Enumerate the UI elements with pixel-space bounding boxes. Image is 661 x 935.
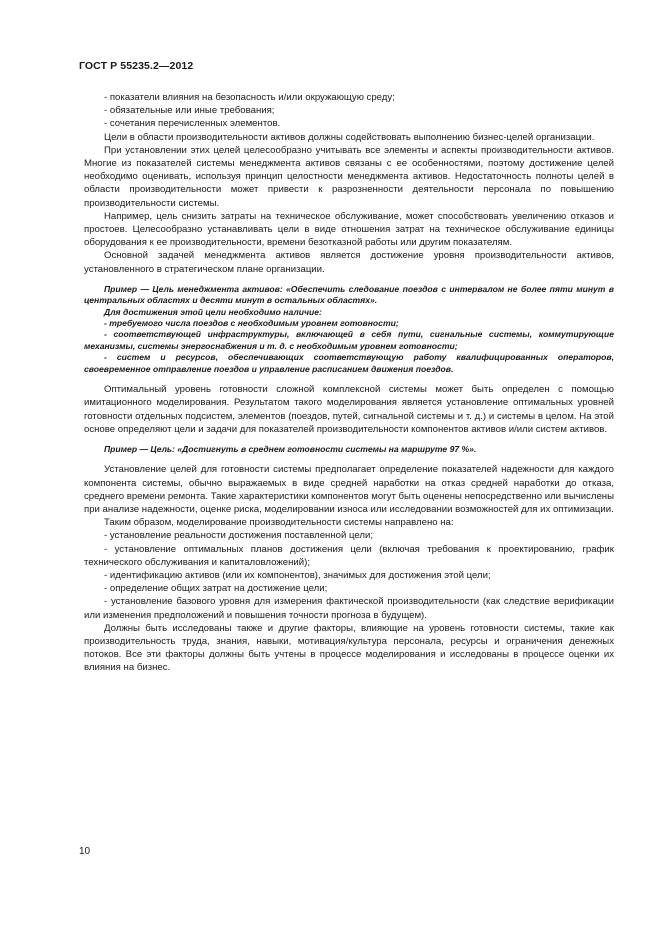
example1-paragraph: - соответствующей инфраструктуры, включающей в себя пути, сигнальные системы, коммутирующие механизмы, системы энергоснабжения и т. д. с необходимым уровнем готовности;: [84, 329, 614, 351]
example1-paragraph: Для достижения этой цели необходимо наличие:: [104, 306, 322, 317]
example1-paragraph: Пример — Цель менеджмента активов: «Обеспечить следование поездов с интервалом не более пяти минут в центральных областях и десяти минут в остальных областях».: [84, 283, 614, 306]
block3-paragraph: Должны быть исследованы также и другие факторы, влияющие на уровень готовности системы, такие как производительность труда, знания, навыки, мотивация/культура персонала, ресурсы и ограничения денежных потоков. Все эти факторы должны быть учтены в процессе моделирования и исследованы в процессе оценки их влияния на бизнес.: [84, 622, 614, 674]
document-header: ГОСТ Р 55235.2—2012: [79, 60, 194, 72]
block1-paragraph: - сочетания перечисленных элементов.: [104, 118, 281, 130]
block3-paragraph: - установление реальности достижения поставленной цели;: [104, 530, 374, 542]
block2-paragraph: Оптимальный уровень готовности сложной комплексной системы может быть определен с помощью имитационного моделирования. Результатом такого моделирования является установление оптимальных уровней готовности отдельных подсистем, элементов (поездов, путей, сигнальной системы и т. д.) и системы в целом. На этой основе определяют цели и задачи для показателей производительности компонентов активов и/или систем активов.: [84, 384, 614, 435]
example1-paragraph: - требуемого числа поездов с необходимым уровнем готовности;: [104, 318, 399, 329]
text-block-3: [84, 463, 614, 674]
text-block-2: [84, 383, 614, 436]
block3-paragraph: Установление целей для готовности системы предполагает определение показателей надежности для каждого компонента системы, обычно выражаемых в виде средней наработки на отказ средней наработки до отказа, среднего времени ремонта. Такие характеристики компонентов могут быть оценены непосредственно или вычислены при анализе надежности, оценке риска, моделировании износа или исследовании возможностей для их оптимизации.: [84, 464, 614, 515]
block1-paragraph: Цели в области производительности активов должны содействовать выполнению бизнес-целей организации.: [104, 131, 595, 143]
block3-paragraph: - идентификацию активов (или их компонентов), значимых для достижения этой цели;: [104, 569, 491, 581]
example2-paragraph: Пример — Цель: «Достигнуть в среднем готовности системы на маршруте 97 %».: [104, 443, 477, 454]
example-block-2: [84, 444, 614, 455]
block1-paragraph: - показатели влияния на безопасность и/или окружающую среду;: [104, 92, 395, 103]
example-block-1: [84, 284, 614, 375]
page-number: 10: [79, 846, 91, 857]
block1-paragraph: Например, цель снизить затраты на техническое обслуживание, может способствовать увеличению отказов и простоев. Целесообразно устанавливать цели в виде отношения затрат на техническое обслуживание единицы оборудования к ее производительности, времени безотказной работы или другим показателям.: [84, 210, 614, 249]
block1-paragraph: При установлении этих целей целесообразно учитывать все элементы и аспекты производительности активов. Многие из показателей системы менеджмента активов связаны с ее особенностями, поэтому достижение целей необходимо оценивать, используя принцип целостности менеджмента активов. Недостаточность полноты целей в области производительности может привести к разрозненности деятельности персонала по повышению производительности системы.: [84, 144, 614, 209]
block1-paragraph: Основной задачей менеджмента активов является достижение уровня производительности активов, установленного в стратегическом плане организации.: [84, 250, 614, 275]
block3-paragraph: - определение общих затрат на достижение цели;: [104, 583, 328, 595]
block3-paragraph: - установление оптимальных планов достижения цели (включая требования к проектированию, график технического обслуживания и капиталовложений);: [84, 543, 614, 568]
document-body: [84, 91, 614, 675]
block3-paragraph: Таким образом, моделирование производительности системы направлено на:: [104, 517, 454, 529]
block3-paragraph: - установление базового уровня для измерения фактической производительности (как следствие верификации или изменения предположений и повышения точности прогноза в будущем).: [84, 596, 614, 621]
example1-paragraph: - систем и ресурсов, обеспечивающих соответствующую работу квалифицированных операторов, своевременное отправление поездов и управление расписанием движения поездов.: [84, 352, 614, 374]
block1-paragraph: - обязательные или иные требования;: [104, 105, 275, 117]
text-block-1: [84, 91, 614, 276]
